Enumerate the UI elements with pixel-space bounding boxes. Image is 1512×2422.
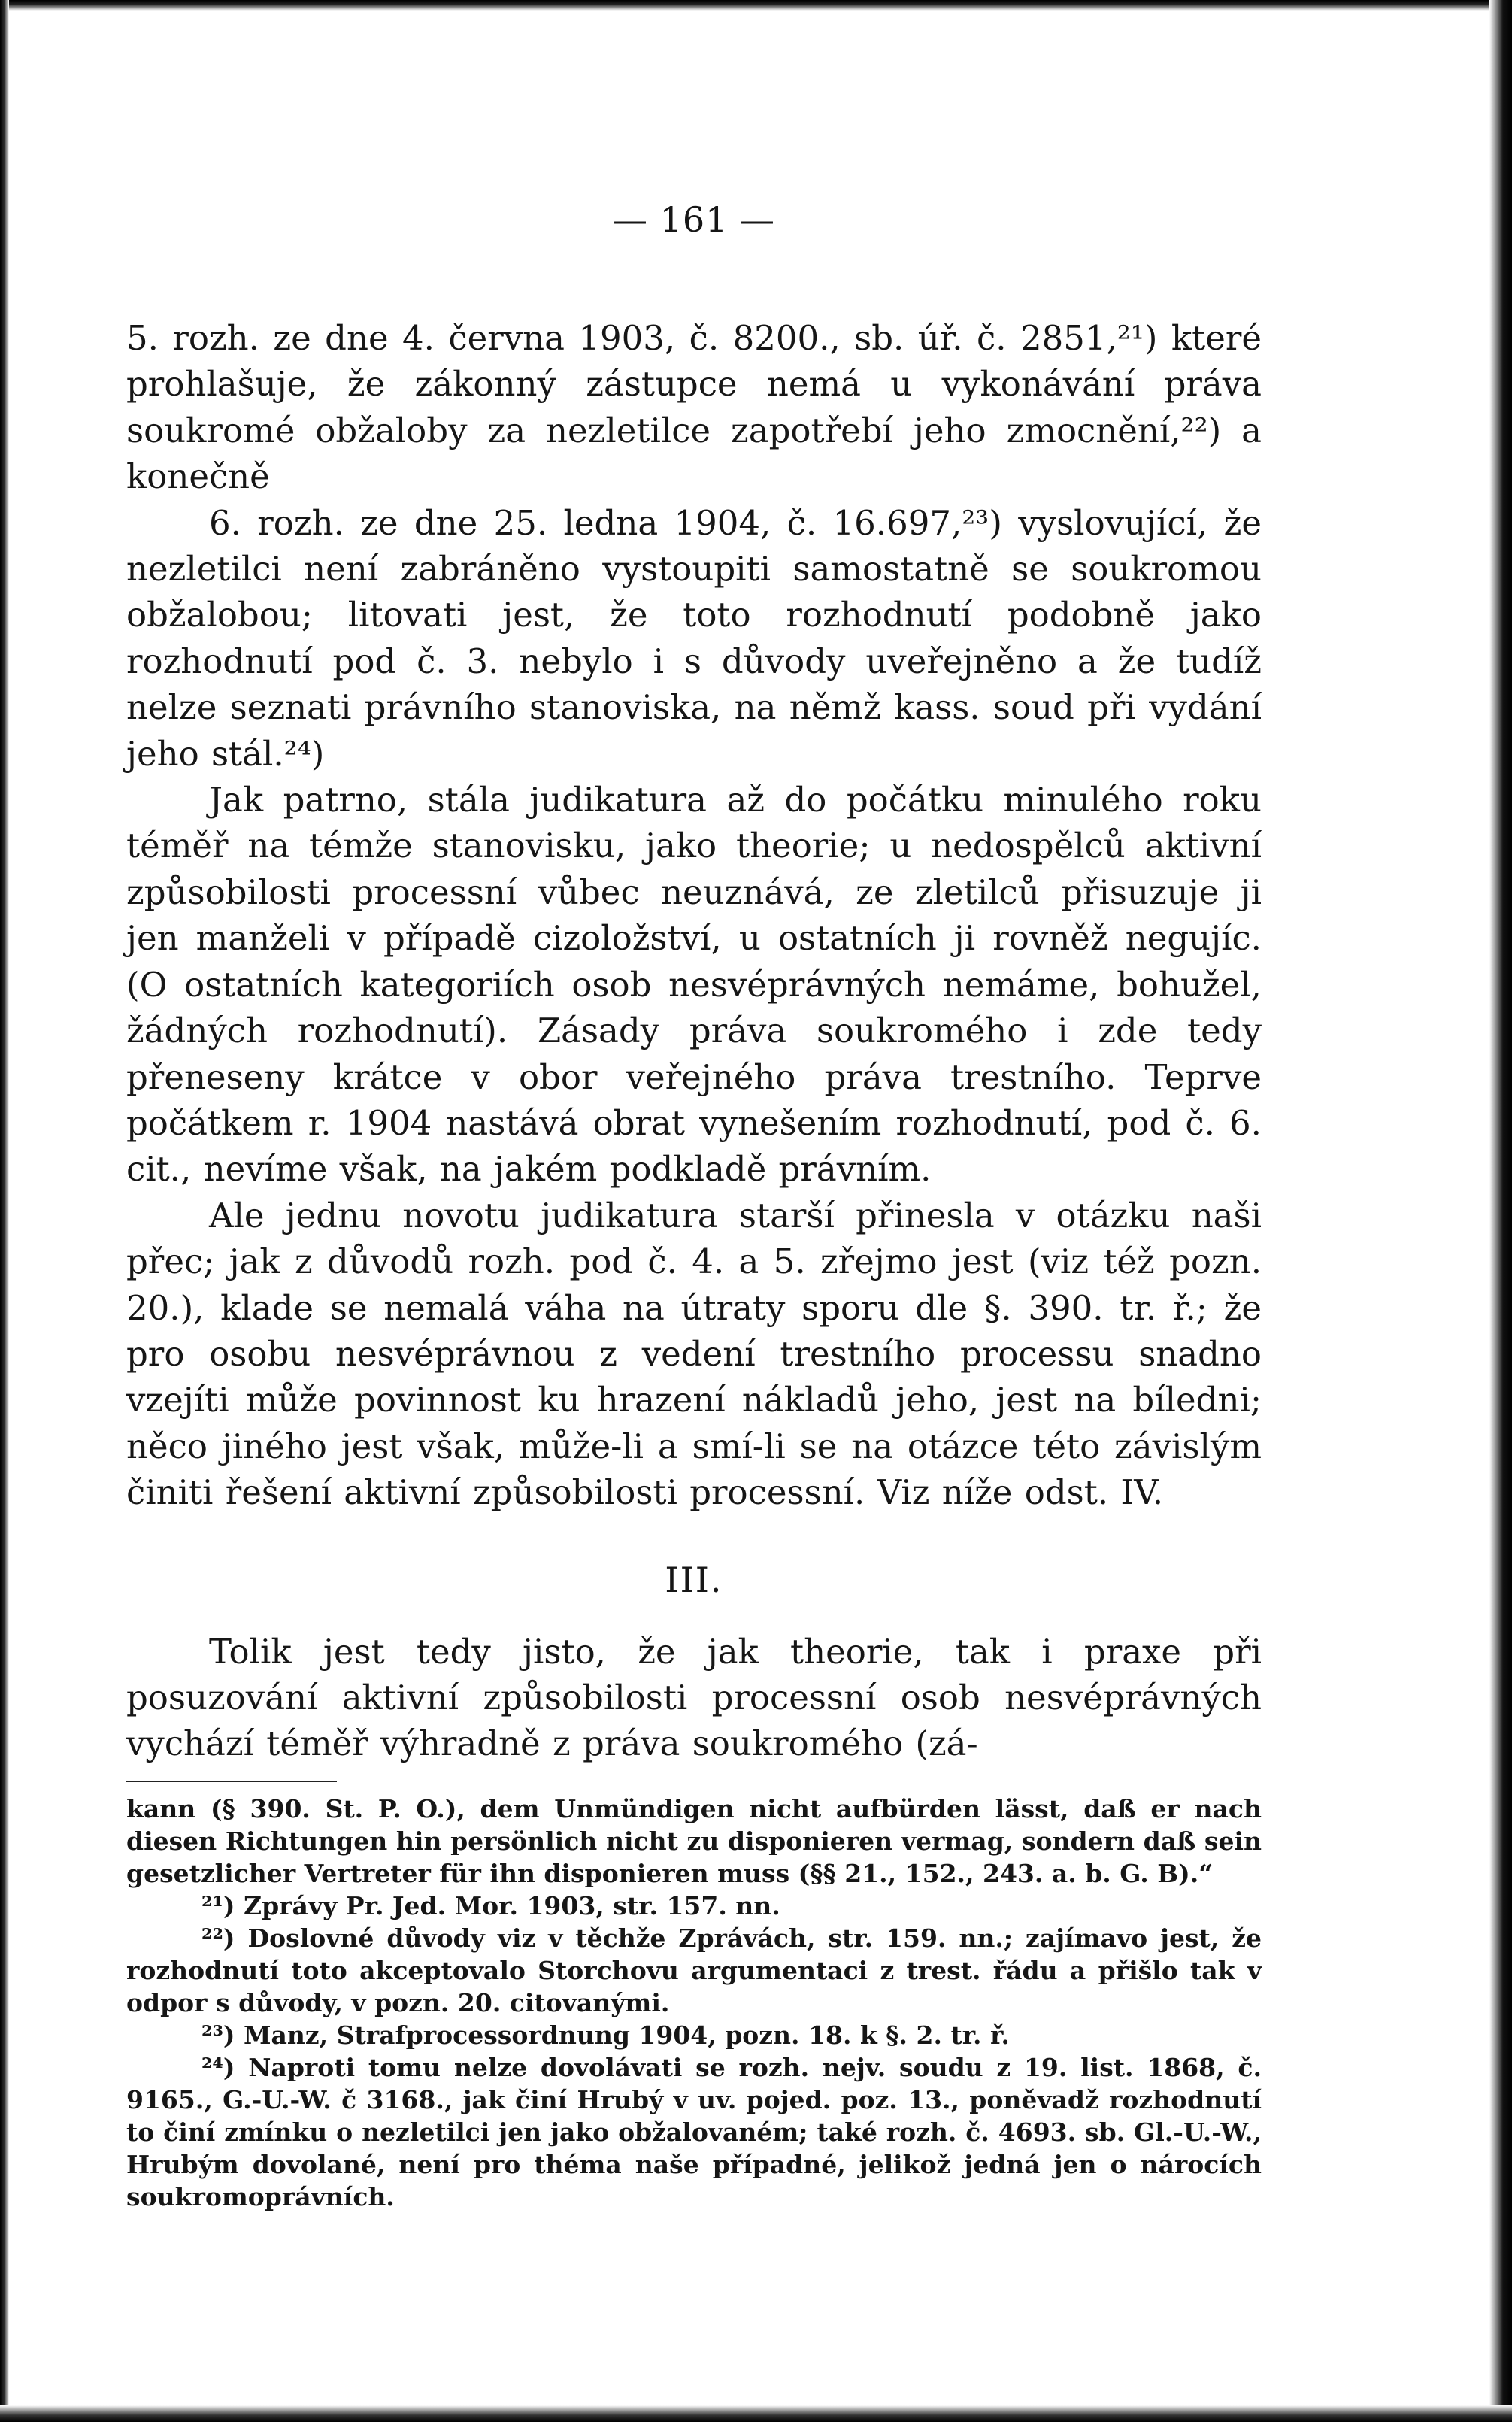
paragraph-decision-6: 6. rozh. ze dne 25. ledna 1904, č. 16.697,²³) vyslovující, že nezletilci není zabráněno vystoupiti samostatně se soukromou obžalobou; litovati jest, že toto rozhodnutí podobně jako rozhodnutí pod č. 3. nebylo i s důvody uveřejněno a že tudíž nelze seznati právního stanoviska, na němž kass. soud při vydání jeho stál.²⁴) — [126, 502, 1262, 774]
scan-edge-bottom — [0, 2405, 1512, 2422]
scan-edge-left — [0, 0, 9, 2422]
footnote-23: ²³) Manz, Strafprocessordnung 1904, pozn. 18. k §. 2. tr. ř. — [201, 2020, 1010, 2050]
paragraph-judikatura: Jak patrno, stála judikatura až do počátku minulého roku téměř na témže stanovisku, jako theorie; u nedospělců aktivní způsobilosti processní vůbec neuznává, ze zletilců přisuzuje ji jen manželi v případě cizoložství, u ostatních ji rovněž negujíc. (O ostatních kategoriích osob nesvéprávných nemáme, bohužel, žádných rozhodnutí). Zásady práva soukromého i zde tedy přeneseny krátce v obor veřejného práva trestního. Teprve počátkem r. 1904 nastává obrat vynešením rozhodnutí, pod č. 6. cit., nevíme však, na jakém podkladě právním. — [126, 780, 1262, 1190]
scan-edge-top — [0, 0, 1512, 11]
footnotes — [126, 1793, 1262, 2213]
page-number: — 161 — — [612, 199, 776, 240]
footnote-24: ²⁴) Naproti tomu nelze dovolávati se rozh. nejv. soudu z 19. list. 1868, č. 9165., G.-U.-W. č 3168., jak činí Hrubý v uv. pojed. poz. 13., poněvadž rozhodnutí to činí zmínku o nezletilci jen jako obžalovaném; také rozh. č. 4693. sb. Gl.-U.-W., Hrubým dovolané, není pro théma naše případné, jelikož jedná jen o nárocích soukromoprávních. — [126, 2052, 1262, 2211]
footnote-22: ²²) Doslovné důvody viz v těchže Zprávách, str. 159. nn.; zajímavo jest, že rozhodnutí toto akceptovalo Storchovu argumentaci z trest. řádu a přišlo tak v odpor s důvody, v pozn. 20. citovanými. — [126, 1923, 1262, 2017]
body-text — [126, 315, 1262, 1767]
paragraph-section-iii: Tolik jest tedy jisto, že jak theorie, tak i praxe při posuzování aktivní způsobilosti processní osob nesvéprávných vychází téměř výhradně z práva soukromého (zá- — [126, 1631, 1262, 1764]
section-heading: III. — [665, 1559, 723, 1600]
footnote-divider — [126, 1781, 337, 1782]
footnote-continuation: kann (§ 390. St. P. O.), dem Unmündigen nicht aufbürden lässt, daß er nach diesen Richtungen hin persönlich nicht zu disponieren vermag, sondern daß sein gesetzlicher Vertreter für ihn disponieren muss (§§ 21., 152., 243. a. b. G. B).“ — [126, 1793, 1262, 1888]
page-content — [126, 199, 1262, 2213]
footnote-21: ²¹) Zprávy Pr. Jed. Mor. 1903, str. 157. nn. — [201, 1890, 780, 1920]
paragraph-novota: Ale jednu novotu judikatura starší přinesla v otázku naši přec; jak z důvodů rozh. pod č. 4. a 5. zřejmo jest (viz též pozn. 20.), klade se nemalá váha na útraty sporu dle §. 390. tr. ř.; že pro osobu nesvéprávnou z vedení trestního processu snadno vzejíti může povinnost ku hrazení nákladů jeho, jest na bíledni; něco jiného jest však, může-li a smí-li se na otázce této závislým činiti řešení aktivní způsobilosti processní. Viz níže odst. IV. — [126, 1195, 1262, 1513]
scan-edge-right — [1489, 0, 1512, 2422]
paragraph-decision-5: 5. rozh. ze dne 4. června 1903, č. 8200., sb. úř. č. 2851,²¹) které prohlašuje, že zákonný zástupce nemá u vykonávání práva soukromé obžaloby za nezletilce zapotřebí jeho zmocnění,²²) a konečně — [126, 318, 1262, 497]
